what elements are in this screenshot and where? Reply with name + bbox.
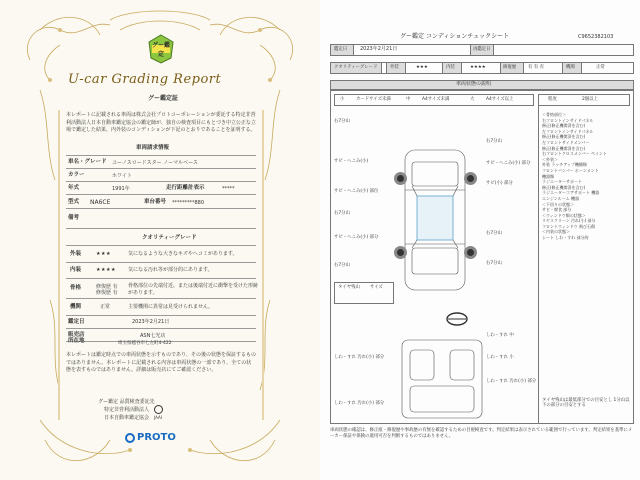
interior-label-4: しわ・すれ 汚れ(小) 部分 bbox=[486, 379, 537, 384]
grade-desc-frame: 骨格部位の先端付近、または後端付近に衝撃を受けた形跡があります。 bbox=[128, 283, 259, 296]
note-item: ＜骨格部位＞ bbox=[542, 112, 566, 117]
inspection-date-label: 鑑定日 bbox=[334, 47, 348, 52]
field-label-remarks: 備考 bbox=[68, 215, 80, 221]
dealer-label: 販売店 bbox=[68, 332, 85, 338]
interior-label-5: しわ・すれ 汚れ(小) 部分 bbox=[334, 401, 385, 406]
legend-large: 大 bbox=[470, 97, 475, 102]
jaai-seal-icon bbox=[154, 405, 163, 414]
damage-label-left-4: 右7分山 bbox=[334, 211, 350, 216]
divider bbox=[66, 194, 256, 195]
divider bbox=[66, 315, 256, 316]
quality-section-title: クオリティーグレード bbox=[142, 235, 197, 241]
quality-label: クオリティーグレード bbox=[334, 65, 378, 70]
field-value-model: NA6CE bbox=[90, 199, 111, 206]
jaai-label: JAAI bbox=[154, 415, 162, 420]
grade-stars-interior: ★★★★ bbox=[96, 267, 116, 273]
certificate-subtitle: グー鑑定証 bbox=[148, 95, 179, 102]
note-item: 左フロントインサイドパネル bbox=[542, 128, 594, 134]
q-repair-label: 修復歴 bbox=[503, 65, 517, 70]
note-item: サビ・腐食 部分 bbox=[542, 207, 572, 213]
field-label-chassis: 車台番号 bbox=[144, 199, 167, 205]
re-inspection-label: 再鑑定日 bbox=[473, 47, 491, 52]
note-item: 修正(修正機関済を含む) bbox=[542, 184, 586, 190]
divider bbox=[66, 168, 256, 169]
field-value-mileage: ***** bbox=[222, 186, 235, 192]
interior-label-2: しわ・すれ 汚れ(小) 部分 bbox=[334, 355, 385, 360]
note-item: ＜ウィンドウ類の状態＞ bbox=[542, 212, 586, 218]
sheet-header-title: グー鑑定 コンディションチェックシート bbox=[400, 33, 510, 40]
org-line-3: 日本自動車鑑定協会 bbox=[104, 415, 150, 421]
steering-wheel-icon bbox=[446, 312, 468, 326]
note-item: 右フロントインサイドパネル bbox=[542, 117, 594, 123]
field-value-color: ホワイト bbox=[112, 173, 132, 179]
certificate-title: U-car Grading Report bbox=[68, 72, 222, 87]
inspection-date-value: 2023年2月21日 bbox=[132, 319, 170, 325]
grade-desc-exterior: 気になるような大きなキズやへコミがあります。 bbox=[128, 251, 238, 257]
divider bbox=[66, 278, 256, 279]
inspection-date-label: 鑑定日 bbox=[68, 319, 85, 325]
car-top-view-diagram bbox=[380, 140, 490, 300]
damage-label-right-5: 右7分山 bbox=[486, 261, 502, 266]
tire-footnote: タイヤ残山は最低部分での目安とし 1分山以下の部分の目安とする bbox=[542, 398, 630, 408]
q-interior-label: 内装 bbox=[446, 65, 455, 70]
org-line-1: グー鑑定 品質検査委託先 bbox=[98, 399, 155, 405]
damage-label-left-1: 右7分山 bbox=[334, 119, 350, 124]
damage-label-left-6: 右7分山 bbox=[334, 263, 350, 268]
wheel-front-left-icon bbox=[394, 172, 407, 185]
divider bbox=[66, 245, 256, 246]
proto-logo-icon bbox=[125, 433, 135, 443]
damage-label-left-2: サビ・へこみ(小) bbox=[334, 159, 369, 164]
legend-small-desc: カードサイズ未満 bbox=[356, 97, 391, 102]
divider bbox=[66, 328, 256, 329]
note-item: 機器類 bbox=[542, 173, 554, 179]
note-item: フロントウィンドウ 飛び石傷 bbox=[542, 223, 596, 229]
note-item: ＜外装＞ bbox=[542, 156, 558, 162]
q-engine-label: 機関 bbox=[566, 65, 575, 70]
grade-label-frame: 骨格 bbox=[70, 285, 82, 291]
q-exterior-value: ★★★ bbox=[416, 65, 428, 70]
wheel-rear-left-icon bbox=[394, 246, 407, 259]
divider bbox=[66, 208, 256, 209]
q-repair-value: 有 有 有 bbox=[528, 65, 544, 70]
legend-medium-desc: A4サイズ未満 bbox=[422, 97, 450, 102]
grade-value: 2個以上 bbox=[582, 97, 598, 102]
damage-label-right-4: 右7分山 bbox=[486, 231, 502, 236]
note-item: エンジンルーム 機器 bbox=[542, 195, 579, 201]
field-label-color: カラー bbox=[68, 172, 85, 178]
notes-divider bbox=[538, 106, 539, 424]
condition-title: 車両状態の説明 bbox=[456, 81, 492, 87]
interior-label-3: しわ・すれ 小 bbox=[486, 355, 514, 360]
q-engine-value: 正常 bbox=[596, 65, 605, 70]
wheel-front-right-icon bbox=[464, 172, 477, 185]
note-item: 左フロントサイドメンバー bbox=[542, 139, 590, 145]
note-item: ラジエーターサポート bbox=[542, 179, 582, 185]
sheet-id: C9652382103 bbox=[578, 34, 614, 40]
interior-label-1: しわ・すれ 中 bbox=[486, 333, 514, 338]
divider bbox=[66, 228, 256, 229]
note-item: 修正(修正機関済を含む) bbox=[542, 145, 586, 151]
damage-label-left-3: サビ・へこみ(小) 部位 bbox=[334, 189, 379, 194]
note-item: ＜下回りの状態＞ bbox=[542, 201, 574, 207]
tire-table-head-1: タイヤ残山 bbox=[338, 285, 360, 290]
note-item: ＜内装の状態＞ bbox=[542, 229, 570, 235]
grade-label-exterior: 外装 bbox=[70, 251, 82, 257]
grade-stars-exterior: ★★★ bbox=[96, 251, 111, 257]
divider bbox=[66, 262, 256, 263]
footer-note: 車両状態の確認は、修正痕・修復歴や事故歴の有無を確認するための目視検査です。判定結果は表示されている範囲で行っています。判定結果を基準にメーカー保証や保険の適用可否を判断するものではありません。 bbox=[330, 428, 633, 439]
condition-check-sheet bbox=[320, 0, 640, 480]
notes-list bbox=[542, 112, 632, 241]
q-exterior-label: 外装 bbox=[390, 65, 399, 70]
field-value-chassis: *********880 bbox=[172, 200, 205, 206]
field-label-year: 年式 bbox=[68, 185, 80, 191]
logo-text: グー鑑定 bbox=[151, 42, 170, 58]
field-value-name: ユーノスロードスター ノーマルベース bbox=[112, 160, 198, 166]
grade-desc-interior: 気になる汚れ等が部分的にあります。 bbox=[128, 267, 213, 273]
grade-value-frame: 修復歴 有 修復歴 有 bbox=[96, 284, 118, 296]
grade-value-engine: 正常 bbox=[100, 304, 111, 310]
address-value: 埼玉県越谷市七左町4-422 bbox=[118, 341, 172, 346]
grade-label: 程度 bbox=[548, 97, 557, 102]
vehicle-section-title: 車両請求情報 bbox=[136, 145, 170, 151]
legend-small: 小 bbox=[340, 97, 345, 102]
note-item: シート しわ・すれ 部分的 bbox=[542, 235, 589, 241]
address-label: 所在地 bbox=[68, 338, 85, 344]
field-label-model: 型式 bbox=[68, 199, 80, 205]
damage-label-right-1: 右7分山 bbox=[486, 139, 502, 144]
divider bbox=[66, 298, 256, 299]
note-item: フロントバンパー ホーンメント bbox=[542, 167, 599, 173]
dealer-value: ASN七光店 bbox=[140, 333, 166, 339]
tire-table-head-2: サイズ bbox=[370, 285, 383, 290]
legend-large-desc: A4サイズ以上 bbox=[486, 97, 514, 102]
field-label-mileage: 走行距離計表示 bbox=[166, 185, 205, 191]
grade-label-interior: 内装 bbox=[70, 267, 82, 273]
note-item: リヤスクリーン 汚れ(小) 部分 bbox=[542, 218, 596, 224]
field-label-name: 車名・グレード bbox=[68, 159, 107, 165]
note-item: 外装 ラッチアップ機構類 bbox=[542, 162, 587, 168]
interior-seat-diagram bbox=[392, 336, 492, 422]
note-item: ラジエーターコアサポート 機器 bbox=[542, 190, 600, 196]
note-item: 修正(修正機関済を含む) bbox=[542, 134, 586, 140]
damage-label-right-3: サビ(小) 部分 bbox=[486, 181, 513, 186]
divider bbox=[66, 155, 256, 156]
note-item: 右フロントクロスメンバー ペイント bbox=[542, 151, 607, 157]
disclaimer-paragraph: 本レポートは鑑定時点での車両状態を示すものであり、その後の状態を保証するものではありません。本レポートに記載される内容は車両状態の一部であり、全ての状態を表すものではありません。詳細は販売店にてご確認ください。 bbox=[66, 352, 257, 374]
q-interior-value: ★★★★ bbox=[470, 65, 486, 70]
divider bbox=[66, 181, 256, 182]
wheel-rear-right-icon bbox=[464, 246, 477, 259]
proto-logo-text: PROTO bbox=[137, 432, 176, 443]
org-line-2: 特定非営利活動法人 bbox=[104, 407, 150, 413]
damage-label-left-5: サビ・へこみ(小) 部分 bbox=[334, 235, 379, 240]
intro-paragraph: 本レポートに記載される車両は株式会社プロトコーポレーションが委託する特定非営利活動法人日本自動車鑑定協会の鑑定師が、独自の検査項目にもとづき中立公正な立場で鑑定した結果、内外装のコンディションが下記のとおりであることを証明する。 bbox=[66, 112, 256, 134]
grade-desc-engine: 主要機関に異常は見受けられません。 bbox=[128, 304, 214, 310]
damage-label-right-2: サビ・へこみ(小) 部分 bbox=[486, 161, 531, 166]
inspection-date-value: 2023年2月21日 bbox=[360, 46, 398, 52]
grade-label-engine: 機関 bbox=[70, 304, 82, 310]
legend-medium: 中 bbox=[406, 97, 411, 102]
note-item: 修正(修正機関済を含む) bbox=[542, 123, 586, 129]
field-value-year: 1991年 bbox=[112, 186, 130, 192]
